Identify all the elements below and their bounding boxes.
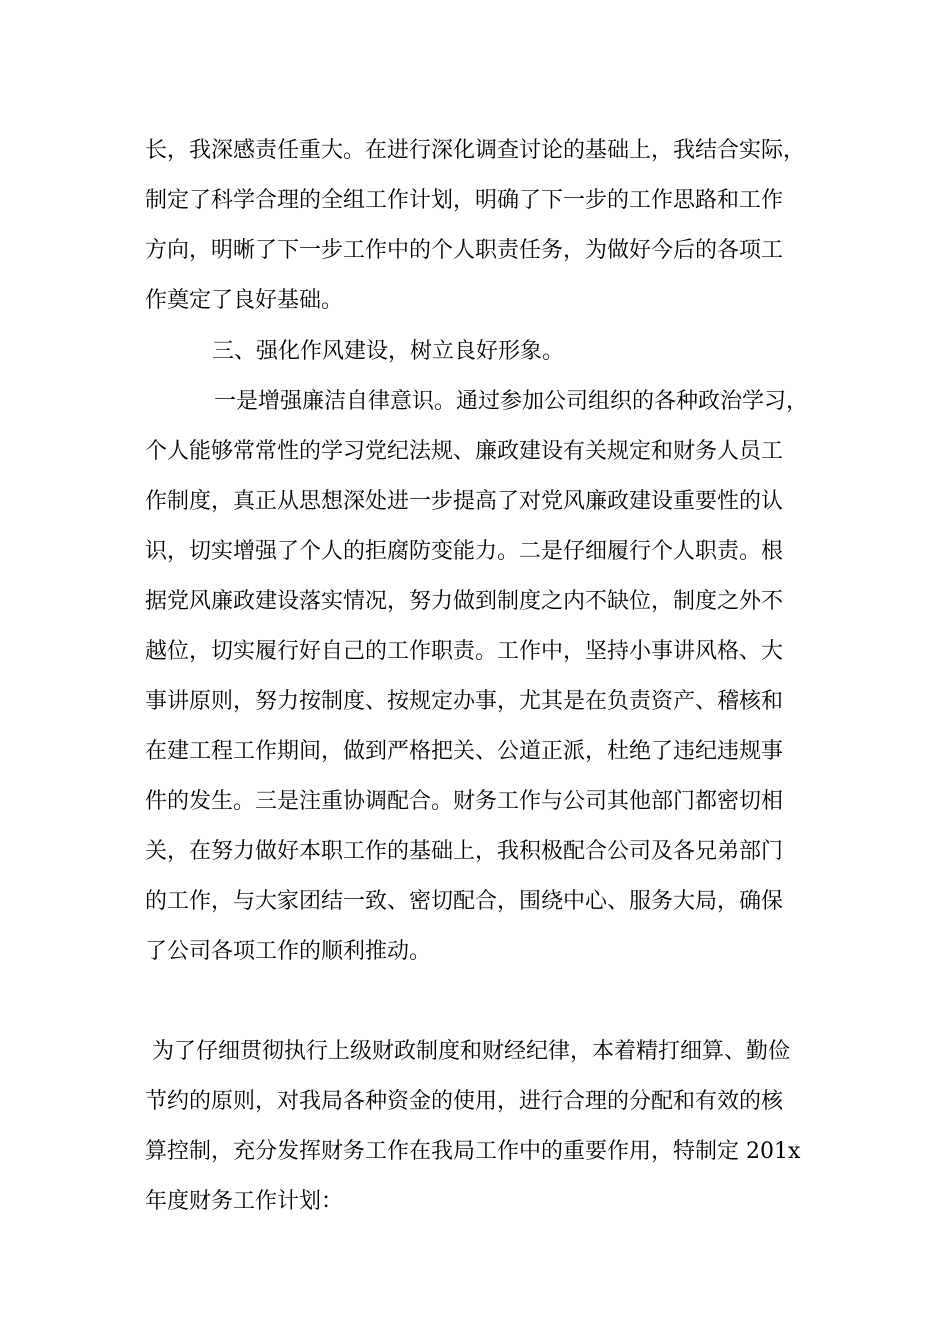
paragraph-2-line-1: 一是增强廉洁自律意识。通过参加公司组织的各种政治学习， — [214, 389, 809, 414]
paragraph-1-line-1: 长，我深感责任重大。在进行深化调查讨论的基础上，我结合实际， — [145, 138, 806, 163]
paragraph-3-line-1: 为了仔细贯彻执行上级财政制度和财经纪律，本着精打细算、勤俭 — [152, 1039, 791, 1064]
paragraph-2-line-10: 关，在努力做好本职工作的基础上，我积极配合公司及各兄弟部门 — [145, 839, 784, 864]
paragraph-1-line-4: 作奠定了良好基础。 — [145, 288, 344, 313]
paragraph-3-line-2: 节约的原则，对我局各种资金的使用，进行合理的分配和有效的核 — [145, 1089, 784, 1114]
paragraph-2-line-2: 个人能够常常性的学习党纪法规、廉政建设有关规定和财务人员工 — [145, 439, 784, 464]
paragraph-2-line-11: 的工作，与大家团结一致、密切配合，围绕中心、服务大局，确保 — [145, 889, 784, 914]
paragraph-2-line-8: 在建工程工作期间，做到严格把关、公道正派，杜绝了违纪违规事 — [145, 739, 784, 764]
paragraph-1-line-2: 制定了科学合理的全组工作计划，明确了下一步的工作思路和工作 — [145, 188, 784, 213]
paragraph-1-line-3: 方向，明晰了下一步工作中的个人职责任务，为做好今后的各项工 — [145, 238, 784, 263]
paragraph-2-line-4: 识，切实增强了个人的拒腐防变能力。二是仔细履行个人职责。根 — [145, 539, 784, 564]
paragraph-2-line-3: 作制度，真正从思想深处进一步提高了对党风廉政建设重要性的认 — [145, 489, 784, 514]
paragraph-2-line-12: 了公司各项工作的顺利推动。 — [145, 939, 432, 964]
paragraph-3-line-4: 年度财务工作计划： — [145, 1189, 344, 1214]
paragraph-2-line-7: 事讲原则，努力按制度、按规定办事，尤其是在负责资产、稽核和 — [145, 689, 784, 714]
paragraph-2-line-6: 越位，切实履行好自己的工作职责。工作中，坚持小事讲风格、大 — [145, 639, 784, 664]
section-heading-3: 三、强化作风建设，树立良好形象。 — [212, 339, 565, 364]
paragraph-3-line-3: 算控制，充分发挥财务工作在我局工作中的重要作用，特制定 201x — [145, 1139, 801, 1164]
paragraph-2-line-5: 据党风廉政建设落实情况，努力做到制度之内不缺位，制度之外不 — [145, 589, 784, 614]
paragraph-2-line-9: 件的发生。三是注重协调配合。财务工作与公司其他部门都密切相 — [145, 789, 784, 814]
